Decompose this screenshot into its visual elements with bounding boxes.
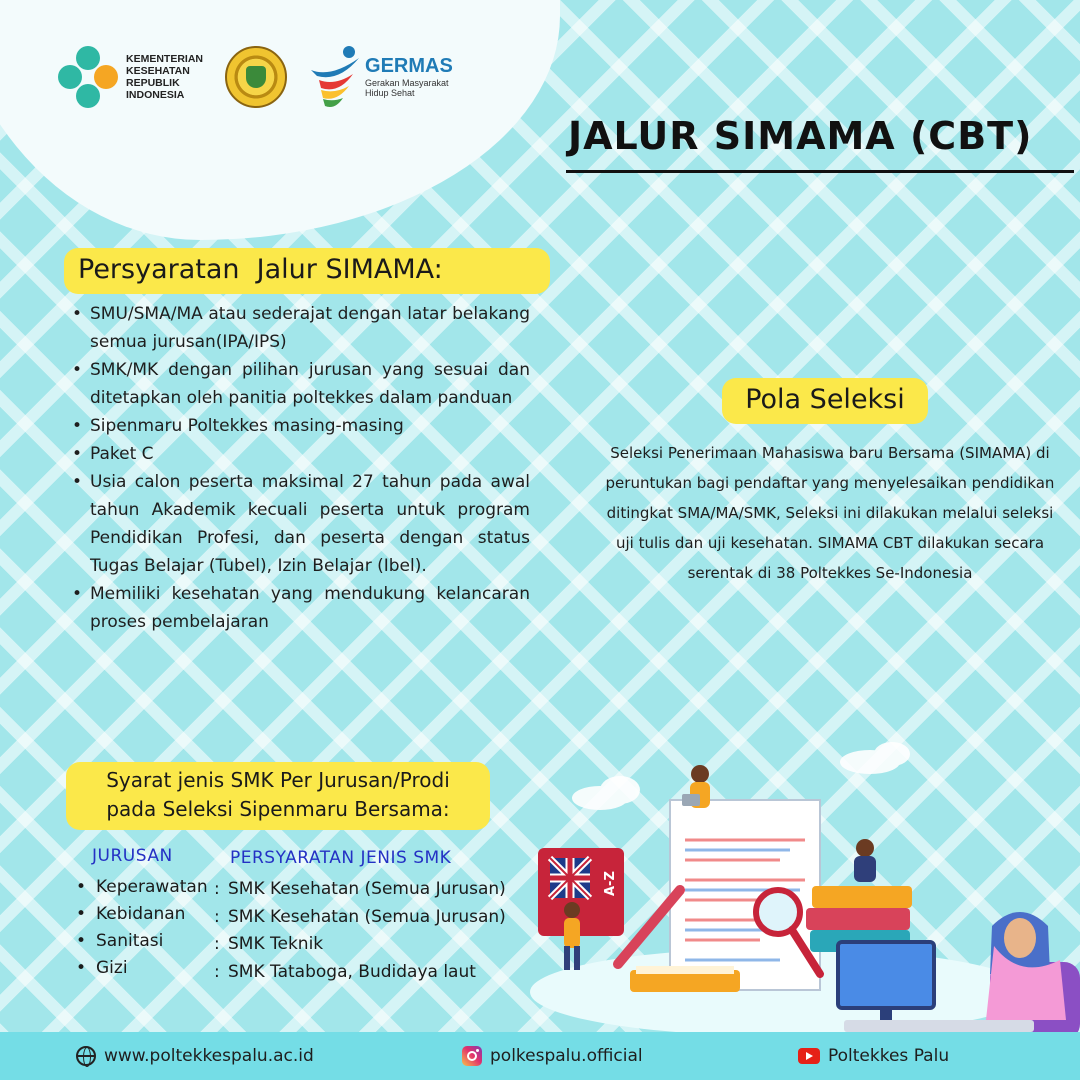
jurusan-item: • Sanitasi [76,928,208,955]
smk-requirements-heading: Syarat jenis SMK Per Jurusan/Prodi pada Seleksi Sipenmaru Bersama: [66,762,490,830]
jurusan-column-header: JURUSAN [92,846,173,866]
book-label: A-Z [603,871,618,896]
website-text: www.poltekkespalu.ac.id [104,1046,314,1066]
website-link[interactable] [76,1046,314,1066]
requirements-heading: Persyaratan Jalur SIMAMA: [64,248,550,294]
germas-subtitle: Gerakan Masyarakat Hidup Sehat [365,78,449,98]
list-item: • Memiliki kesehatan yang mendukung kelancaran proses pembelajaran [70,580,530,636]
jurusan-list [76,874,208,982]
jurusan-item: • Kebidanan [76,901,208,928]
youtube-text: Poltekkes Palu [828,1046,950,1066]
instagram-link[interactable] [462,1046,643,1066]
germas-logo [309,44,453,110]
dictionary-book [538,848,624,936]
youtube-icon [798,1048,820,1064]
list-item: • SMU/SMA/MA atau sederajat dengan latar belakang semua jurusan(IPA/IPS) [70,300,530,356]
germas-icon [309,44,361,110]
pola-seleksi-heading: Pola Seleksi [722,378,928,424]
syarat-item: : SMK Kesehatan (Semua Jurusan) [214,906,506,927]
syarat-item: : SMK Kesehatan (Semua Jurusan) [214,879,506,899]
instagram-text: polkespalu.official [490,1046,643,1066]
syarat-column-header: PERSYARATAN JENIS SMK [230,848,452,868]
list-item: • Paket C [70,440,530,468]
page-title: JALUR SIMAMA (CBT) [568,114,1033,158]
paper-stack [670,800,820,990]
study-illustration [520,730,1080,1040]
instagram-icon [462,1046,482,1066]
kemenkes-logo [58,46,203,108]
footer [0,1032,1080,1080]
jurusan-item: • Gizi [76,955,208,982]
list-item: • SMK/MK dengan pilihan jurusan yang sesuai dan ditetapkan oleh panitia poltekkes dalam panduan [70,356,530,412]
list-item: • Usia calon peserta maksimal 27 tahun pada awal tahun Akademik kecuali peserta untuk program Pendidikan Profesi, dan peserta dengan status Tugas Belajar (Tubel), Izin Belajar (Ibel). [70,468,530,580]
kemenkes-icon [58,46,118,108]
globe-icon [76,1046,96,1066]
logo-bar [58,44,453,110]
requirements-list [70,300,530,636]
germas-name: GERMAS [365,55,453,77]
kemenkes-text: KEMENTERIAN KESEHATAN REPUBLIK INDONESIA [126,53,204,101]
title-underline [566,170,1074,173]
syarat-list [214,876,506,986]
youtube-link[interactable] [798,1046,949,1066]
syarat-item: : SMK Teknik [214,934,324,954]
jurusan-item: • Keperawatan [76,874,208,901]
list-item: • Sipenmaru Poltekkes masing-masing [70,412,530,440]
pola-seleksi-text: Seleksi Penerimaan Mahasiswa baru Bersama (SIMAMA) di peruntukan bagi pendaftar yang menyelesaikan pendidikan ditingkat SMA/MA/SMK, Seleksi ini dilakukan melalui seleksi uji tulis dan uji kesehatan. SIMAMA CBT dilakukan secara serentak di 38 Poltekkes Se-Indonesia [605,444,1055,582]
syarat-item: : SMK Tataboga, Budidaya laut [214,961,476,982]
poltekkes-seal-icon [225,46,287,108]
